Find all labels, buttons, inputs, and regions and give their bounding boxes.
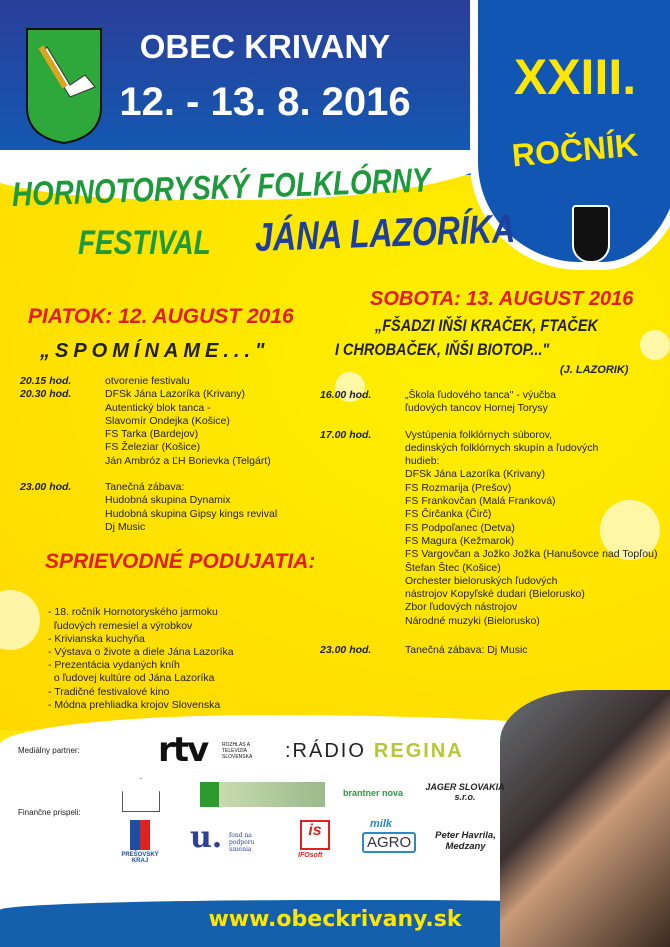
media-partner-label: Mediálny partner: (18, 746, 80, 755)
saturday-heading: SOBOTA: 13. AUGUST 2016 (370, 288, 634, 310)
stavebniny-logo (200, 782, 325, 807)
time: 20.15 hod. (20, 375, 72, 387)
radio-logo-text: :RÁDIO (285, 740, 366, 762)
event: Autentický blok tanca - (105, 401, 211, 414)
side-events-list (48, 580, 234, 725)
list-item: - Výstava o živote a diele Jána Lazoríka (48, 646, 234, 659)
time: 16.00 hod. (320, 389, 372, 401)
website-link[interactable]: www.obeckrivany.sk (208, 907, 462, 932)
event: FS Rozmarija (Prešov) (405, 481, 512, 494)
motto-author: (J. LAZORIK) (560, 364, 629, 376)
saturday-motto-line1: „FŠADZI IŇŠI KRAČEK, FTAČEK (375, 316, 598, 335)
event: FS Magura (Kežmarok) (405, 534, 515, 547)
event: Vystúpenia folklórnych súborov, (405, 428, 553, 441)
friday-motto: „SPOMÍNAME..." (40, 340, 270, 362)
friday-heading: PIATOK: 12. AUGUST 2016 (28, 305, 294, 328)
event: Dj Music (105, 520, 146, 533)
list-item: - Tradičné festivalové kino (48, 685, 170, 698)
event: Zbor ľudových nástrojov (405, 601, 518, 614)
coat-of-arms-logo (25, 27, 103, 145)
schedule-row (320, 644, 670, 657)
time: 17.00 hod. (320, 428, 372, 441)
event: DFSk Jána Lazoríka (Krivany) (105, 388, 246, 401)
event: FS Frankovčan (Malá Franková) (405, 495, 556, 508)
event: Hudobná skupina Dynamix (105, 494, 231, 507)
jager-logo: JAGER SLOVAKIA s.r.o. (425, 782, 505, 802)
list-item: - Prezentácia vydaných kníh (48, 659, 180, 672)
event: Štefan Štec (Košice) (405, 561, 501, 574)
festival-title-line1: HORNOTORYSKÝ FOLKLÓRNY (11, 161, 432, 214)
list-item: - Módna prehliadka krojov Slovenska (48, 698, 221, 711)
village-name: OBEC KRIVANY (139, 28, 391, 65)
list-item: ľudových remesiel a výrobkov (48, 619, 193, 632)
fpu-text: fond na podporu umenia (229, 832, 255, 853)
schedule-row (20, 375, 320, 388)
radio-regina-logo (285, 740, 464, 763)
event: nástrojov Kopyľské dudari (Bielorusko) (405, 588, 585, 601)
ifosoft-emblem: is (300, 820, 330, 850)
event: hudieb: (405, 455, 440, 468)
edition-number: XXIII. (513, 49, 637, 105)
psk-emblem (130, 820, 150, 850)
havrila-logo: Peter Havrila, Medzany (435, 830, 496, 852)
event: „Škola ľudového tanca" - výučba (405, 389, 556, 401)
event: DFSk Jána Lazoríka (Krivany) (405, 468, 546, 481)
ifosoft-logo: IFOsoft (298, 852, 323, 859)
schedule-row (20, 388, 320, 468)
time: 23.00 hod. (320, 644, 372, 657)
fpu-logo: u. (190, 820, 223, 855)
event: dedinských folklórnych skupín a ľudových (405, 441, 599, 454)
event: Hudobná skupina Gipsy kings revival (105, 507, 278, 520)
festival-title-name: JÁNA LAZORÍKA (254, 206, 516, 260)
event-lines (405, 429, 657, 628)
rtv-logo: rtv (158, 730, 208, 770)
milk-agro-logo: AGRO (362, 832, 416, 853)
time: 20.30 hod. (20, 388, 72, 401)
event: Národné muzyki (Bielorusko) (405, 614, 540, 627)
rtv-subtitle: ROZHLAS A TELEVÍZIA SLOVENSKA (222, 742, 253, 760)
schedule-row (320, 429, 670, 628)
schedule-row (320, 389, 670, 416)
event: FS Čirčanka (Čirč) (405, 508, 492, 521)
festival-title-festival: FESTIVAL (78, 224, 211, 262)
event: otvorenie festivalu (105, 375, 190, 387)
event: ľudových tancov Hornej Torysy (405, 402, 548, 415)
financial-support-label: Finančne prispeli: (18, 808, 81, 817)
brantner-logo: brantner nova (343, 788, 404, 798)
bubble (640, 330, 670, 360)
edition-label: ROČNÍK (510, 126, 640, 174)
friday-schedule (20, 375, 320, 547)
event: FS Železiar (Košice) (105, 441, 201, 454)
event: FS Vargovčan a Jožko Jožka (Hanušovce nad Topľou) (405, 548, 658, 561)
psk-logo: PREŠOVSKÝ KRAJ (121, 852, 159, 864)
festival-dates: 12. - 13. 8. 2016 (119, 80, 411, 124)
milk-logo: milk (370, 818, 393, 830)
list-item: o ľudovej kultúre od Jána Lazoríka (48, 672, 215, 685)
regina-logo-text: REGINA (373, 740, 464, 762)
event: Orchester bieloruských ľudových (405, 574, 558, 587)
event: FS Tarka (Bardejov) (105, 428, 199, 441)
saturday-motto-line2: I CHROBAČEK, IŇŠI BIOTOP..." (335, 340, 550, 359)
list-item: - Krivianska kuchyňa (48, 632, 145, 645)
event: Ján Ambróz a ĽH Borievka (Telgárt) (105, 454, 271, 467)
event: Tanečná zábava: Dj Music (405, 644, 528, 657)
side-events-heading: SPRIEVODNÉ PODUJATIA: (45, 550, 316, 573)
lazorik-emblem-logo (572, 205, 610, 263)
event: Slavomír Ondejka (Košice) (105, 414, 230, 427)
time: 23.00 hod. (20, 481, 72, 494)
list-item: - 18. ročník Hornotoryského jarmoku (48, 606, 218, 619)
event: FS Podpoľanec (Detva) (405, 521, 515, 534)
saturday-schedule (320, 389, 670, 670)
schedule-row (20, 481, 320, 534)
event: Tanečná zábava: (105, 481, 185, 494)
